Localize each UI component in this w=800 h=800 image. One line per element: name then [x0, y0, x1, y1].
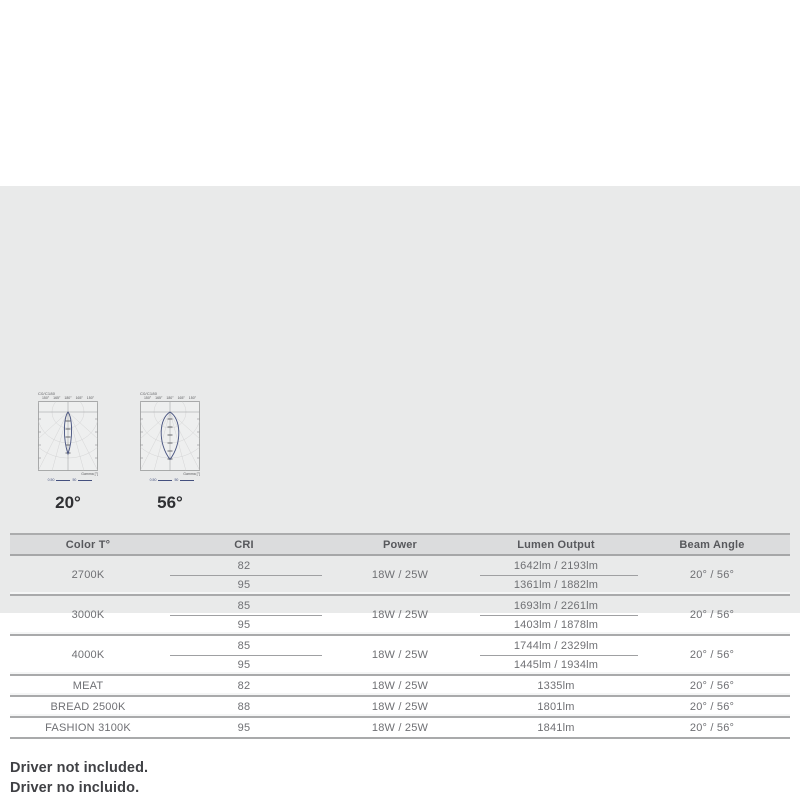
sub-row-divider	[170, 655, 322, 656]
gamma-axis-label: Gamma [°]	[183, 472, 200, 476]
cell-power: 18W / 25W	[371, 649, 429, 661]
diagram-legend	[34, 478, 106, 482]
cell-cri: 82	[237, 679, 251, 692]
table-row	[10, 674, 790, 695]
cell-lumen: 1403lm / 1878lm	[513, 618, 599, 631]
cell-cri: 95	[237, 618, 251, 631]
table-row	[10, 716, 790, 737]
gray-band	[0, 186, 800, 796]
cell-beam-angle: 20° / 56°	[689, 649, 735, 661]
diagram-plane-label: C0/C180	[140, 391, 158, 396]
cell-color-t: 4000K	[71, 649, 105, 661]
light-distribution-chart-narrow	[38, 401, 98, 471]
photometric-diagram-20	[30, 390, 110, 520]
cell-lumen: 1841lm	[537, 721, 575, 734]
table-row	[10, 594, 790, 634]
legend-left-value: 0.50	[47, 478, 55, 482]
cell-color-t: 3000K	[71, 609, 105, 621]
legend-left-value: 0.50	[149, 478, 157, 482]
cell-cri: 95	[237, 721, 251, 734]
cell-cri: 85	[237, 639, 251, 652]
cell-cri: 82	[237, 559, 251, 572]
table-row	[10, 695, 790, 716]
cell-beam-angle: 20° / 56°	[689, 569, 735, 581]
cell-lumen: 1744lm / 2329lm	[513, 639, 599, 652]
sub-row-divider	[170, 615, 322, 616]
cell-lumen: 1801lm	[537, 700, 575, 713]
header-color-t: Color T°	[65, 538, 111, 551]
cell-beam-angle: 20° / 56°	[689, 721, 735, 734]
table-header-row	[10, 535, 790, 556]
light-distribution-chart-wide	[140, 401, 200, 471]
driver-note-en: Driver not included.	[10, 760, 149, 776]
cell-lumen: 1361lm / 1882lm	[513, 578, 599, 591]
cell-beam-angle: 20° / 56°	[689, 700, 735, 713]
cell-color-t: FASHION 3100K	[45, 721, 131, 734]
diagram-legend	[136, 478, 208, 482]
cell-beam-angle: 20° / 56°	[689, 679, 735, 692]
sub-row-divider	[480, 655, 638, 656]
header-lumen-output: Lumen Output	[517, 538, 595, 551]
photometric-diagram-56	[132, 390, 212, 520]
cell-cri: 95	[237, 658, 251, 671]
cell-cri: 88	[237, 700, 251, 713]
cell-power: 18W / 25W	[371, 569, 429, 581]
diagram-degree-labels: 150° 165° 180° 165° 150°	[41, 396, 95, 400]
cell-beam-angle: 20° / 56°	[689, 609, 735, 621]
cell-power: 18W / 25W	[371, 721, 429, 734]
legend-line-icon	[78, 480, 92, 481]
cell-lumen: 1642lm / 2193lm	[513, 559, 599, 572]
driver-note	[10, 759, 148, 798]
cell-power: 18W / 25W	[371, 609, 429, 621]
table-row	[10, 556, 790, 594]
beam-angle-caption-56: 56°	[157, 493, 183, 512]
legend-line-icon	[56, 480, 70, 481]
sub-row-divider	[480, 615, 638, 616]
legend-line-icon	[158, 480, 172, 481]
header-beam-angle: Beam Angle	[679, 538, 745, 551]
sub-row-divider	[480, 575, 638, 576]
cell-cri: 95	[237, 578, 251, 591]
driver-note-es: Driver no incluido.	[10, 779, 140, 796]
cell-color-t: BREAD 2500K	[50, 700, 126, 713]
cell-lumen: 1445lm / 1934lm	[513, 658, 599, 671]
table-row	[10, 634, 790, 674]
legend-right-value: 50	[72, 478, 77, 482]
diagram-degree-labels: 150° 165° 180° 165° 150°	[143, 396, 197, 400]
diagram-plane-label: C0/C180	[38, 391, 56, 396]
sub-row-divider	[170, 575, 322, 576]
header-cri: CRI	[234, 538, 254, 551]
cell-color-t: MEAT	[72, 679, 104, 692]
legend-right-value: 50	[174, 478, 179, 482]
header-power: Power	[382, 538, 417, 551]
cell-lumen: 1335lm	[537, 679, 575, 692]
cell-cri: 85	[237, 599, 251, 612]
beam-angle-caption-20: 20°	[55, 493, 81, 512]
cell-power: 18W / 25W	[371, 679, 429, 692]
gamma-axis-label: Gamma [°]	[81, 472, 98, 476]
cell-lumen: 1693lm / 2261lm	[513, 599, 599, 612]
legend-line-icon	[180, 480, 194, 481]
cell-color-t: 2700K	[71, 569, 105, 581]
specification-table	[10, 533, 790, 739]
cell-power: 18W / 25W	[371, 700, 429, 713]
